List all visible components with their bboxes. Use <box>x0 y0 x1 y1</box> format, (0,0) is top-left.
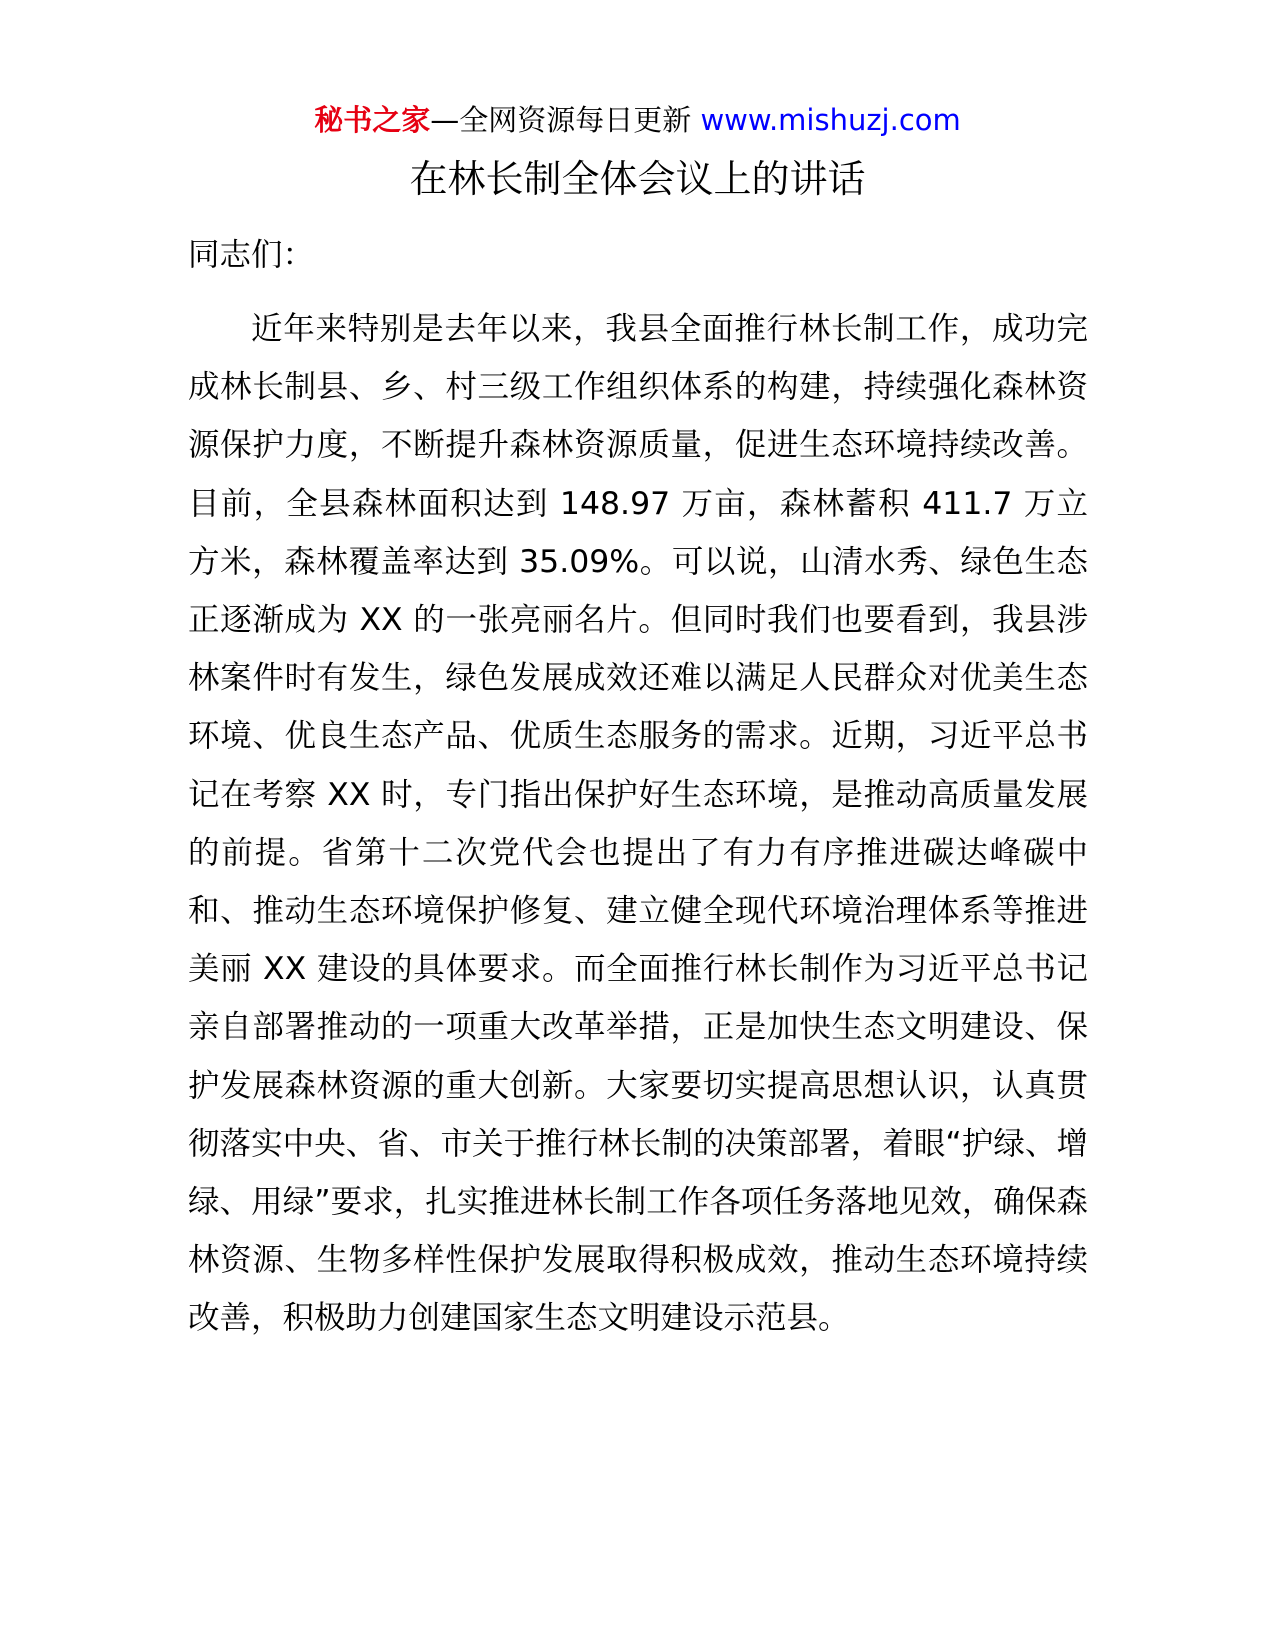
header-slogan: —全网资源每日更新 <box>430 103 692 137</box>
site-header <box>0 100 1275 140</box>
body-paragraph: 近年来特别是去年以来，我县全面推行林长制工作，成功完成林长制县、乡、村三级工作组织体系的构建，持续强化森林资源保护力度，不断提升森林资源质量，促进生态环境持续改善。目前，全县森林面积达到 148.97 万亩，森林蓄积 411.7 万立方米，森林覆盖率达到 35.09%。可以说，山清水秀、绿色生态正逐渐成为 XX 的一张亮丽名片。但同时我们也要看到，我县涉林案件时有发生，绿色发展成效还难以满足人民群众对优美生态环境、优良生态产品、优质生态服务的需求。近期，习近平总书记在考察 XX 时，专门指出保护好生态环境，是推动高质量发展的前提。省第十二次党代会也提出了有力有序推进碳达峰碳中和、推动生态环境保护修复、建立健全现代环境治理体系等推进美丽 XX 建设的具体要求。而全面推行林长制作为习近平总书记亲自部署推动的一项重大改革举措，正是加快生态文明建设、保护发展森林资源的重大创新。大家要切实提高思想认识，认真贯彻落实中央、省、市关于推行林长制的决策部署，着眼“护绿、增绿、用绿”要求，扎实推进林长制工作各项任务落地见效，确保森林资源、生物多样性保护发展取得积极成效，推动生态环境持续改善，积极助力创建国家生态文明建设示范县。 <box>188 311 1088 1337</box>
document-title: 在林长制全体会议上的讲话 <box>409 157 866 201</box>
brand-name: 秘书之家 <box>314 103 431 137</box>
salutation: 同志们： <box>188 237 315 273</box>
site-url-link[interactable]: www.mishuzj.com <box>700 103 961 137</box>
